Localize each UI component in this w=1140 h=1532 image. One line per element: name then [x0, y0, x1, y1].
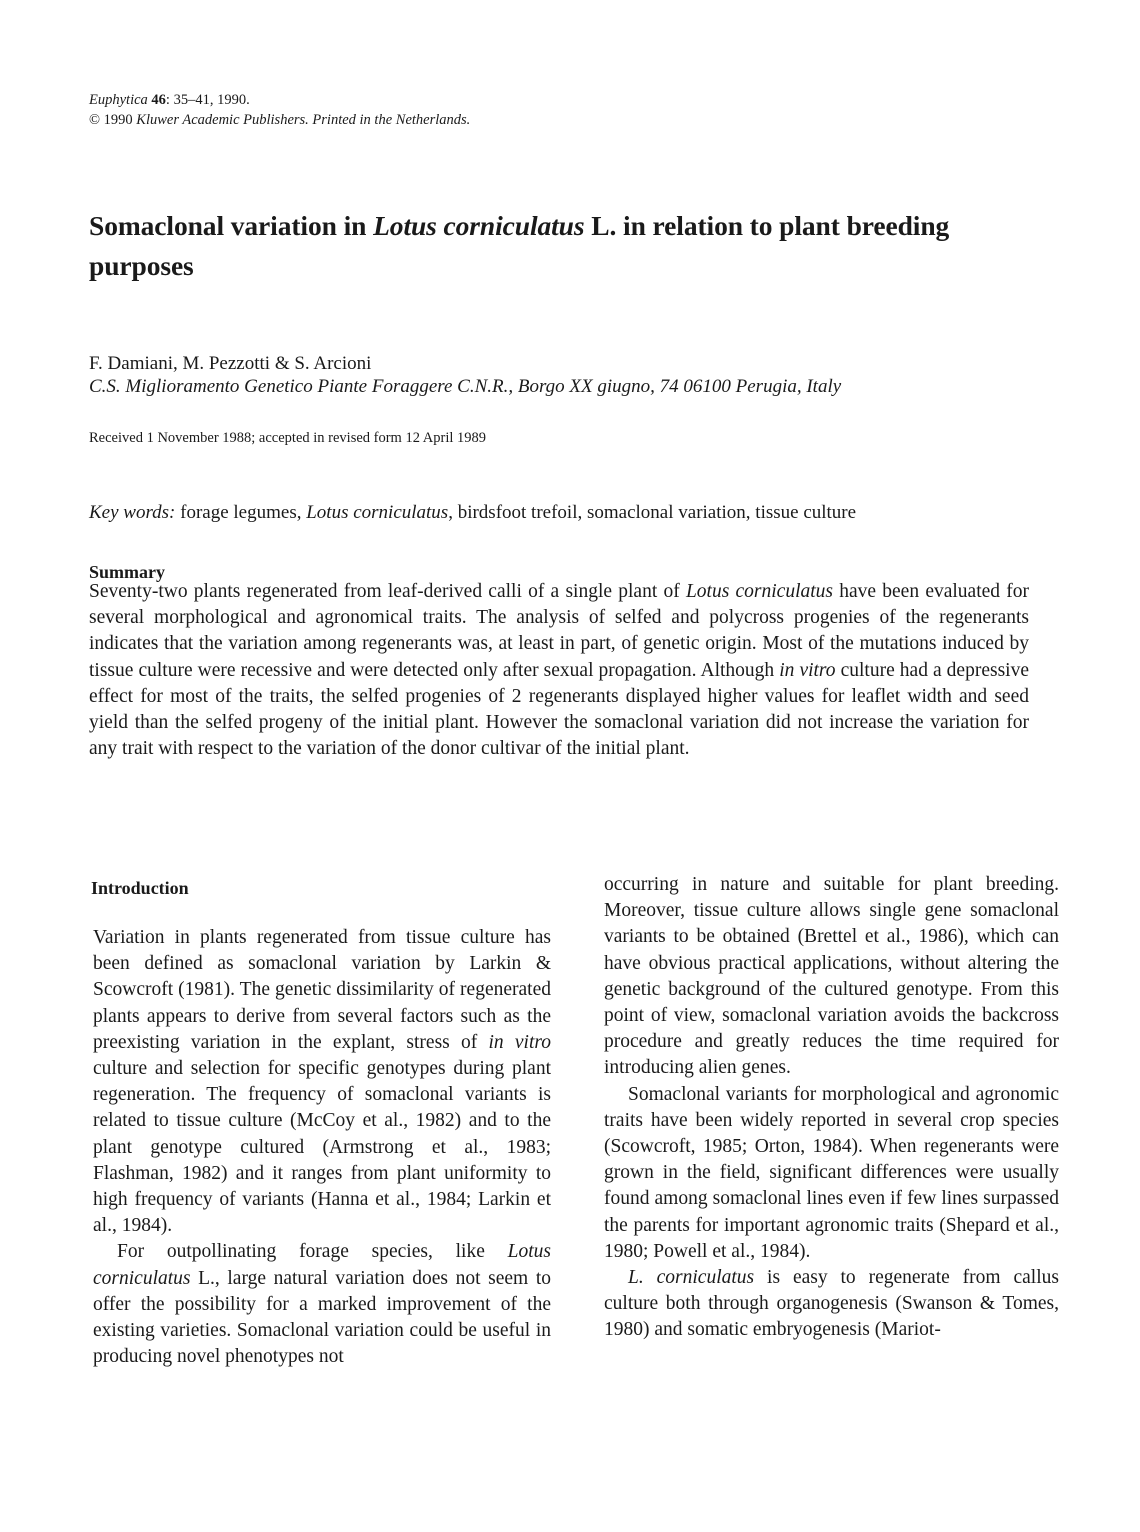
intro-paragraph-1: [93, 925, 551, 1239]
summary-part: Seventy-two plants regenerated from leaf-derived calli of a single plant of: [89, 581, 686, 602]
keywords-label: Key words:: [89, 502, 176, 523]
article-title: [89, 206, 1049, 286]
intro-paragraph-4: [604, 1265, 1059, 1344]
copyright: © 1990: [89, 112, 133, 128]
journal-name: Euphytica: [89, 92, 148, 108]
keywords-text: forage legumes,: [175, 502, 307, 523]
paragraph-italic: in vitro: [488, 1031, 551, 1053]
introduction-heading: Introduction: [91, 878, 189, 898]
journal-header: [89, 90, 470, 130]
intro-paragraph-3: Somaclonal variants for morphological and agronomic traits have been widely reported in several crop species (Scowcroft, 1985; Orton, 1984). When regenerants were grown in the field, significant differences were usually found among somaclonal lines even if few lines surpassed the parents for important agronomic traits (Shepard et al., 1980; Powell et al., 1984).: [604, 1083, 1059, 1262]
paragraph-part: culture and selection for specific genotypes during plant regeneration. The frequency of somaclonal variants is related to tissue culture (McCoy et al., 1982) and to the plant genotype cultured (Armstrong et al., 1983; Flashman, 1982) and it ranges from plant uniformity to high frequency of variants (Hanna et al., 1984; Larkin et al., 1984).: [93, 1058, 551, 1237]
publisher: Kluwer Academic Publishers. Printed in the Netherlands.: [136, 112, 471, 128]
summary-part: culture had a depressive effect for most of the traits, the selfed progenies of 2 regenerants displayed higher values for leaflet width and seed yield than the selfed progeny of the initial plant. However the somaclonal variation did not increase the variation for any trait with respect to the variation of the donor cultivar of the initial plant.: [89, 659, 1029, 760]
intro-paragraph-2: [93, 1239, 551, 1370]
paragraph-italic: L. corniculatus: [628, 1267, 755, 1289]
title-part: L. in relation to plant breeding purposes: [89, 210, 950, 281]
paragraph-part: For outpollinating forage species, like: [117, 1241, 508, 1263]
left-column: [93, 925, 551, 1370]
citation-line: [89, 90, 470, 110]
paragraph-part: L., large natural variation does not seem to offer the possibility for a marked improvement of the existing varieties. Somaclonal variation could be useful in producing novel phenotypes not: [93, 1267, 551, 1368]
keywords-text: , birdsfoot trefoil, somaclonal variation, tissue culture: [448, 502, 857, 523]
keywords-species: Lotus corniculatus: [306, 502, 449, 523]
title-part: Somaclonal variation in: [89, 210, 374, 241]
summary-text: [89, 579, 1029, 762]
summary-species: Lotus corniculatus: [685, 581, 834, 602]
volume-number: 46: [151, 92, 166, 108]
keywords: [89, 500, 856, 526]
right-column: [604, 872, 1059, 1344]
summary-heading: Summary: [89, 562, 165, 582]
summary-italic: in vitro: [779, 659, 836, 681]
intro-paragraph-2-continued: occurring in nature and suitable for plant breeding. Moreover, tissue culture allows single gene somaclonal variants to be obtained (Brettel et al., 1986), which can have obvious practical applications, without altering the genetic background of the cultured genotype. From this point of view, somaclonal variation avoids the backcross procedure and greatly reduces the time required for introducing alien genes.: [604, 874, 1059, 1079]
paragraph-part: is easy to regenerate from callus culture both through organogenesis (Swanson & Tomes, 1980) and somatic embryogenesis (Mariot-: [604, 1267, 1059, 1341]
copyright-line: [89, 110, 470, 130]
pages-year: : 35–41, 1990.: [165, 92, 250, 108]
affiliation: C.S. Miglioramento Genetico Piante Foraggere C.N.R., Borgo XX giugno, 74 06100 Perugia, Italy: [89, 376, 842, 397]
authors: F. Damiani, M. Pezzotti & S. Arcioni: [89, 353, 372, 374]
summary-part: have been evaluated for several morphological and agronomical traits. The analysis of selfed and polycross progenies of the regenerants indicates that the variation among regenerants was, at least in part, of genetic origin. Most of the mutations induced by tissue culture were recessive and were detected only after sexual propagation. Although: [89, 581, 1029, 681]
paragraph-italic: Lotus corniculatus: [93, 1241, 551, 1289]
title-species: Lotus corniculatus: [373, 210, 585, 241]
received-dates: Received 1 November 1988; accepted in revised form 12 April 1989: [89, 430, 487, 446]
paragraph-part: Variation in plants regenerated from tissue culture has been defined as somaclonal variation by Larkin & Scowcroft (1981). The genetic dissimilarity of regenerated plants appears to derive from several factors such as the preexisting variation in the explant, stress of: [93, 927, 551, 1053]
